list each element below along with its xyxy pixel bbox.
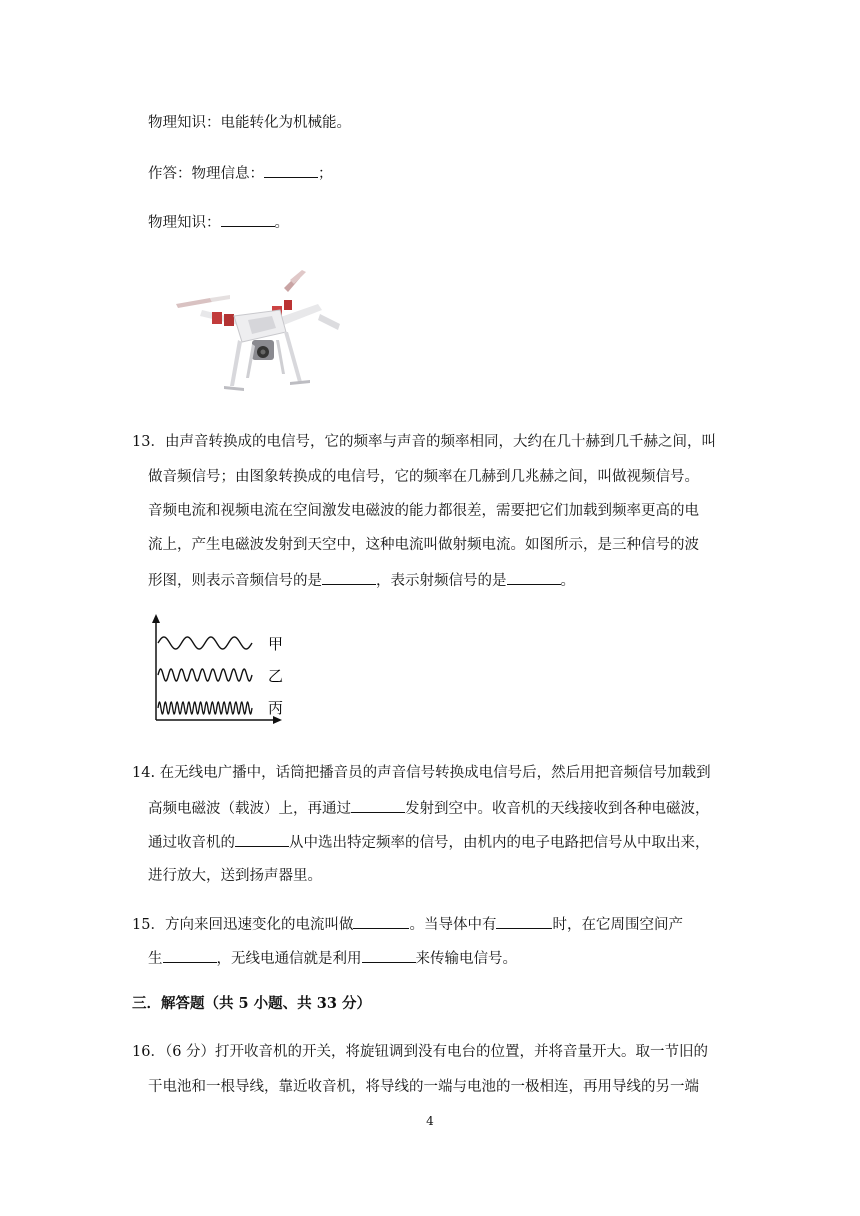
- q15-line1-a: 15．方向来回迅速变化的电流叫做: [132, 917, 354, 933]
- q15-blank-2[interactable]: [496, 913, 552, 929]
- wave-bing: [158, 702, 252, 714]
- q14-line4: 进行放大，送到扬声器里。: [148, 868, 322, 884]
- q13-line4: 流上，产生电磁波发射到天空中，这种电流叫做射频电流。如图所示，是三种信号的波: [148, 537, 699, 553]
- q16-line2: 干电池和一根导线，靠近收音机，将导线的一端与电池的一极相连，再用导线的另一端: [148, 1079, 699, 1095]
- q16-line1: 16．（6 分）打开收音机的开关，将旋钮调到没有电台的位置，并将音量开大。取一节旧的: [132, 1044, 709, 1060]
- q13-line1: 13．由声音转换成的电信号，它的频率与声音的频率相同，大约在几十赫到几千赫之间，叫: [132, 434, 716, 450]
- answer-knowledge-prefix: 物理知识：: [148, 215, 221, 231]
- prev-knowledge-line: 物理知识：电能转化为机械能。: [148, 115, 351, 131]
- q15-line1-c: 时，在它周围空间产: [552, 917, 683, 933]
- answer-knowledge-line: [148, 211, 289, 233]
- q15-line2: [148, 947, 517, 969]
- q14-tuner-blank[interactable]: [235, 831, 289, 847]
- q13-line5: [148, 569, 575, 591]
- answer-info-line: [148, 162, 333, 184]
- q13-line5-a: 形图，则表示音频信号的是: [148, 573, 322, 589]
- answer-knowledge-suffix: 。: [274, 215, 289, 231]
- answer-info-prefix: 作答：物理信息：: [148, 166, 264, 182]
- q13-line2: 做音频信号；由图象转换成的电信号，它的频率在几赫到几兆赫之间，叫做视频信号。: [148, 469, 699, 485]
- q14-line2-a: 高频电磁波（载波）上，再通过: [148, 801, 351, 817]
- q15-blank-1[interactable]: [353, 913, 409, 929]
- answer-info-suffix: ；: [318, 166, 333, 182]
- wave-jia: [158, 637, 252, 649]
- drone-image: [172, 262, 350, 396]
- wave-label-bing: 丙: [268, 699, 284, 717]
- q14-line3-a: 通过收音机的: [148, 835, 235, 851]
- q14-line1: 14. 在无线电广播中，话筒把播音员的声音信号转换成电信号后，然后用把音频信号加载到: [132, 765, 711, 781]
- waveform-figure: [146, 612, 296, 724]
- q15-line1: [132, 913, 683, 935]
- q14-line3-b: 从中选出特定频率的信号，由机内的电子电路把信号从中取出来，: [289, 835, 710, 851]
- q13-line5-b: ，表示射频信号的是: [376, 573, 507, 589]
- q15-line1-b: 。当导体中有: [409, 917, 497, 933]
- q13-line3: 音频电流和视频电流在空间激发电磁波的能力都很差，需要把它们加载到频率更高的电: [148, 503, 699, 519]
- q15-blank-4[interactable]: [362, 947, 416, 963]
- q13-rf-blank[interactable]: [507, 569, 561, 585]
- answer-knowledge-blank[interactable]: [221, 211, 275, 227]
- answer-info-blank[interactable]: [264, 162, 318, 178]
- wave-label-yi: 乙: [268, 667, 284, 685]
- section-3-title: 三．解答题（共 5 小题、共 33 分）: [132, 995, 371, 1012]
- q13-line5-c: 。: [560, 573, 575, 589]
- page-number: 4: [426, 1114, 434, 1128]
- q15-line2-c: 来传输电信号。: [415, 951, 517, 967]
- q14-antenna-blank[interactable]: [351, 797, 405, 813]
- q14-line2-b: 发射到空中。收音机的天线接收到各种电磁波，: [405, 801, 710, 817]
- q13-audio-blank[interactable]: [322, 569, 376, 585]
- q15-line2-a: 生: [148, 951, 163, 967]
- wave-yi: [158, 669, 252, 681]
- q15-line2-b: ，无线电通信就是利用: [216, 951, 362, 967]
- wave-label-jia: 甲: [268, 635, 284, 653]
- q14-line3: [148, 831, 710, 853]
- q15-blank-3[interactable]: [163, 947, 217, 963]
- q14-line2: [148, 797, 710, 819]
